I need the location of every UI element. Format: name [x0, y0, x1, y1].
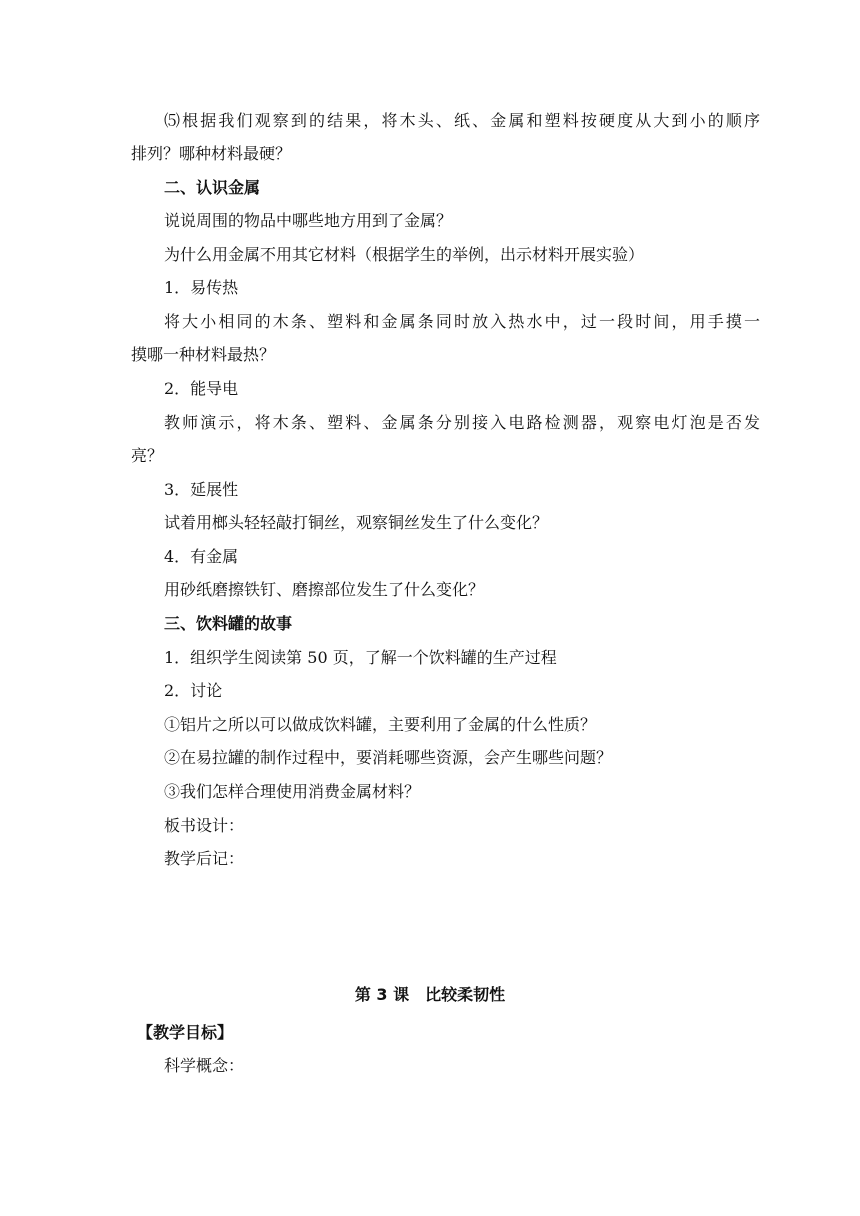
- paragraph-line: 科学概念：: [164, 1056, 245, 1075]
- paragraph-line: 为什么用金属不用其它材料（根据学生的举例，出示材料开展实验）: [164, 245, 645, 264]
- subheading: 1．易传热: [164, 278, 239, 297]
- lesson-title: 第 3 课 比较柔韧性: [354, 985, 506, 1004]
- paragraph-line: ⑸根据我们观察到的结果，将木头、纸、金属和塑料按硬度从大到小的顺序: [164, 111, 760, 130]
- paragraph-line: 教学后记：: [164, 849, 245, 868]
- paragraph-line: 1．组织学生阅读第 50 页，了解一个饮料罐的生产过程: [164, 648, 557, 667]
- paragraph-line: ②在易拉罐的制作过程中，要消耗哪些资源，会产生哪些问题？: [164, 748, 613, 767]
- paragraph-line: 说说周围的物品中哪些地方用到了金属？: [164, 211, 453, 230]
- section-heading: 二、认识金属: [164, 178, 261, 197]
- section-heading: 三、饮料罐的故事: [164, 614, 293, 633]
- paragraph-line: 排列？哪种材料最硬？: [131, 144, 292, 163]
- paragraph-line: ③我们怎样合理使用消费金属材料？: [164, 782, 421, 801]
- paragraph-line: 板书设计：: [164, 816, 245, 835]
- paragraph-line: 亮？: [131, 446, 164, 465]
- subheading: 2．讨论: [164, 681, 223, 700]
- paragraph-line: 用砂纸磨擦铁钉、磨擦部位发生了什么变化？: [164, 580, 485, 599]
- paragraph-line: ①铝片之所以可以做成饮料罐，主要利用了金属的什么性质？: [164, 715, 597, 734]
- paragraph-line: 教师演示，将木条、塑料、金属条分别接入电路检测器，观察电灯泡是否发: [164, 413, 760, 432]
- paragraph-line: 试着用榔头轻轻敲打铜丝，观察铜丝发生了什么变化？: [164, 513, 549, 532]
- subheading: 4．有金属: [164, 547, 239, 566]
- subheading: 2．能导电: [164, 379, 239, 398]
- paragraph-line: 摸哪一种材料最热？: [131, 345, 276, 364]
- subheading: 3．延展性: [164, 480, 239, 499]
- paragraph-line: 将大小相同的木条、塑料和金属条同时放入热水中，过一段时间，用手摸一: [164, 312, 760, 331]
- section-heading: 【教学目标】: [137, 1023, 234, 1042]
